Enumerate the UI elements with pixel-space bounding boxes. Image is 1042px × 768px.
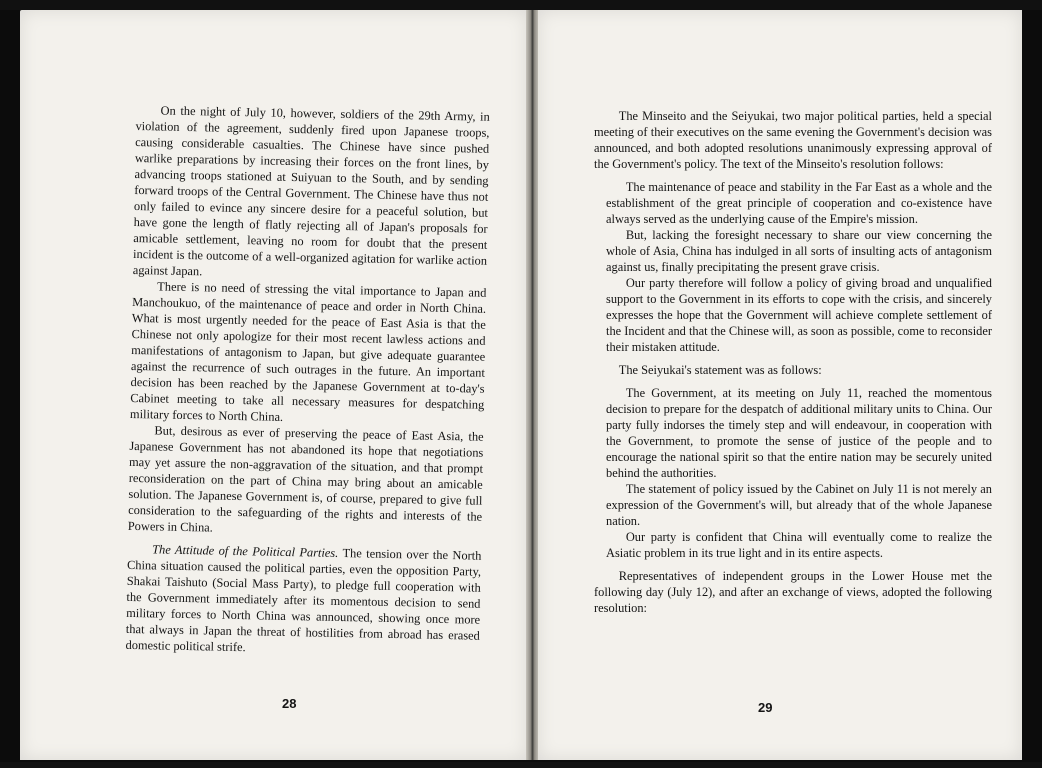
quote-paragraph: Our party therefore will follow a policy of giving broad and unqualified support to the Government in its efforts to cope with the crisis, and sincerely expresses the hope that the Government will achieve complete settlement of the Incident and that the Chinese will, as soon as possible, come to reconsider their mistaken attitude. (606, 276, 992, 354)
paragraph: The Seiyukai's statement was as follows: (618, 363, 822, 377)
page-number: 29 (758, 700, 773, 715)
minseito-resolution (594, 179, 992, 355)
quote-paragraph: Our party is confident that China will eventually come to realize the Asiatic problem in its true light and in its entire aspects. (606, 530, 992, 560)
right-page-text (594, 108, 992, 616)
quote-paragraph: The maintenance of peace and stability in the Far East as a whole and the establishment of the great principle of cooperation and co-existence have always served as the underlying cause of the Empire's mission. (606, 180, 992, 226)
section-paragraph (125, 541, 481, 660)
paragraph: On the night of July 10, however, soldiers of the 29th Army, in violation of the agreement, suddenly fired upon Japanese troops, causing considerable casualties. The Chinese have since pushed warlike preparations by increasing their forces on the front lines, by advancing troops stationed at Suiyuan to the South, and by sending forward troops of the Central Government. The Chinese have thus not only failed to evince any sincere desire for a peaceful solution, but have gone the length of flatly rejecting all of Japan's proposals for amicable settlement, leaving no room for doubt that the present incident is the outcome of a well-organized agitation for warlike action against Japan. (132, 103, 490, 279)
quote-paragraph: The statement of policy issued by the Cabinet on July 11 is not merely an expression of the Government's will, but already that of the whole Japanese nation. (606, 482, 992, 528)
scan-top-edge (0, 0, 1042, 10)
paragraph: The Minseito and the Seiyukai, two major political parties, held a special meeting of their executives on the same evening the Government's decision was announced, and both adopted resolutions unanimously expressing approval of the Government's policy. The text of the Minseito's resolution follows: (594, 109, 992, 171)
left-page-text (125, 102, 490, 660)
quote-paragraph: But, lacking the foresight necessary to share our view concerning the whole of Asia, China has indulged in all sorts of insulting acts of antagonism against us, finally precipitating the present grave crisis. (606, 228, 992, 274)
right-page (538, 10, 1022, 760)
paragraph: But, desirous as ever of preserving the peace of East Asia, the Japanese Government has not abandoned its hope that negotiations may yet assure the non-aggravation of the situation, and that prompt reconsideration on the part of China may bring about an amicable solution. The Japanese Government is, of course, prepared to give full consideration to the safeguarding of the rights and interests of the Powers in China. (127, 423, 484, 535)
section-heading: The Attitude of the Political Parties. (152, 542, 339, 560)
quote-paragraph: The Government, at its meeting on July 11, reached the momentous decision to prepare for the despatch of additional military units to China. Our party fully indorses the timely step and will endeavour, in cooperation with the Government, to promote the sense of justice of the people and to encourage the national spirit so that the entire nation may be securely united behind the authorities. (606, 386, 992, 480)
left-page (20, 10, 527, 760)
seiyukai-statement (594, 385, 992, 561)
paragraph: Representatives of independent groups in the Lower House met the following day (July 12), and after an exchange of views, adopted the following resolution: (594, 569, 992, 615)
scan-bottom-edge (0, 762, 1042, 768)
page-number: 28 (282, 696, 297, 711)
section-text: The tension over the North China situation caused the political parties, even the opposition Party, Shakai Taishuto (Social Mass Party), to pledge full cooperation with the Government immediately after its momentous decision to send military forces to North China was announced, showing once more that always in Japan the threat of hostilities from abroad has erased domestic political strife. (125, 546, 482, 655)
paragraph: There is no need of stressing the vital importance to Japan and Manchoukuo, of the maintenance of peace and order in North China. What is most urgently needed for the peace of East Asia is that the Chinese not only apologize for their most recent lawless actions and manifestations of antagonism to Japan, but give adequate guarantee against the recurrence of such outrages in the future. An important decision has been reached by the Japanese Government at to-day's Cabinet meeting to take all necessary measures for despatching military forces to North China. (129, 279, 487, 424)
